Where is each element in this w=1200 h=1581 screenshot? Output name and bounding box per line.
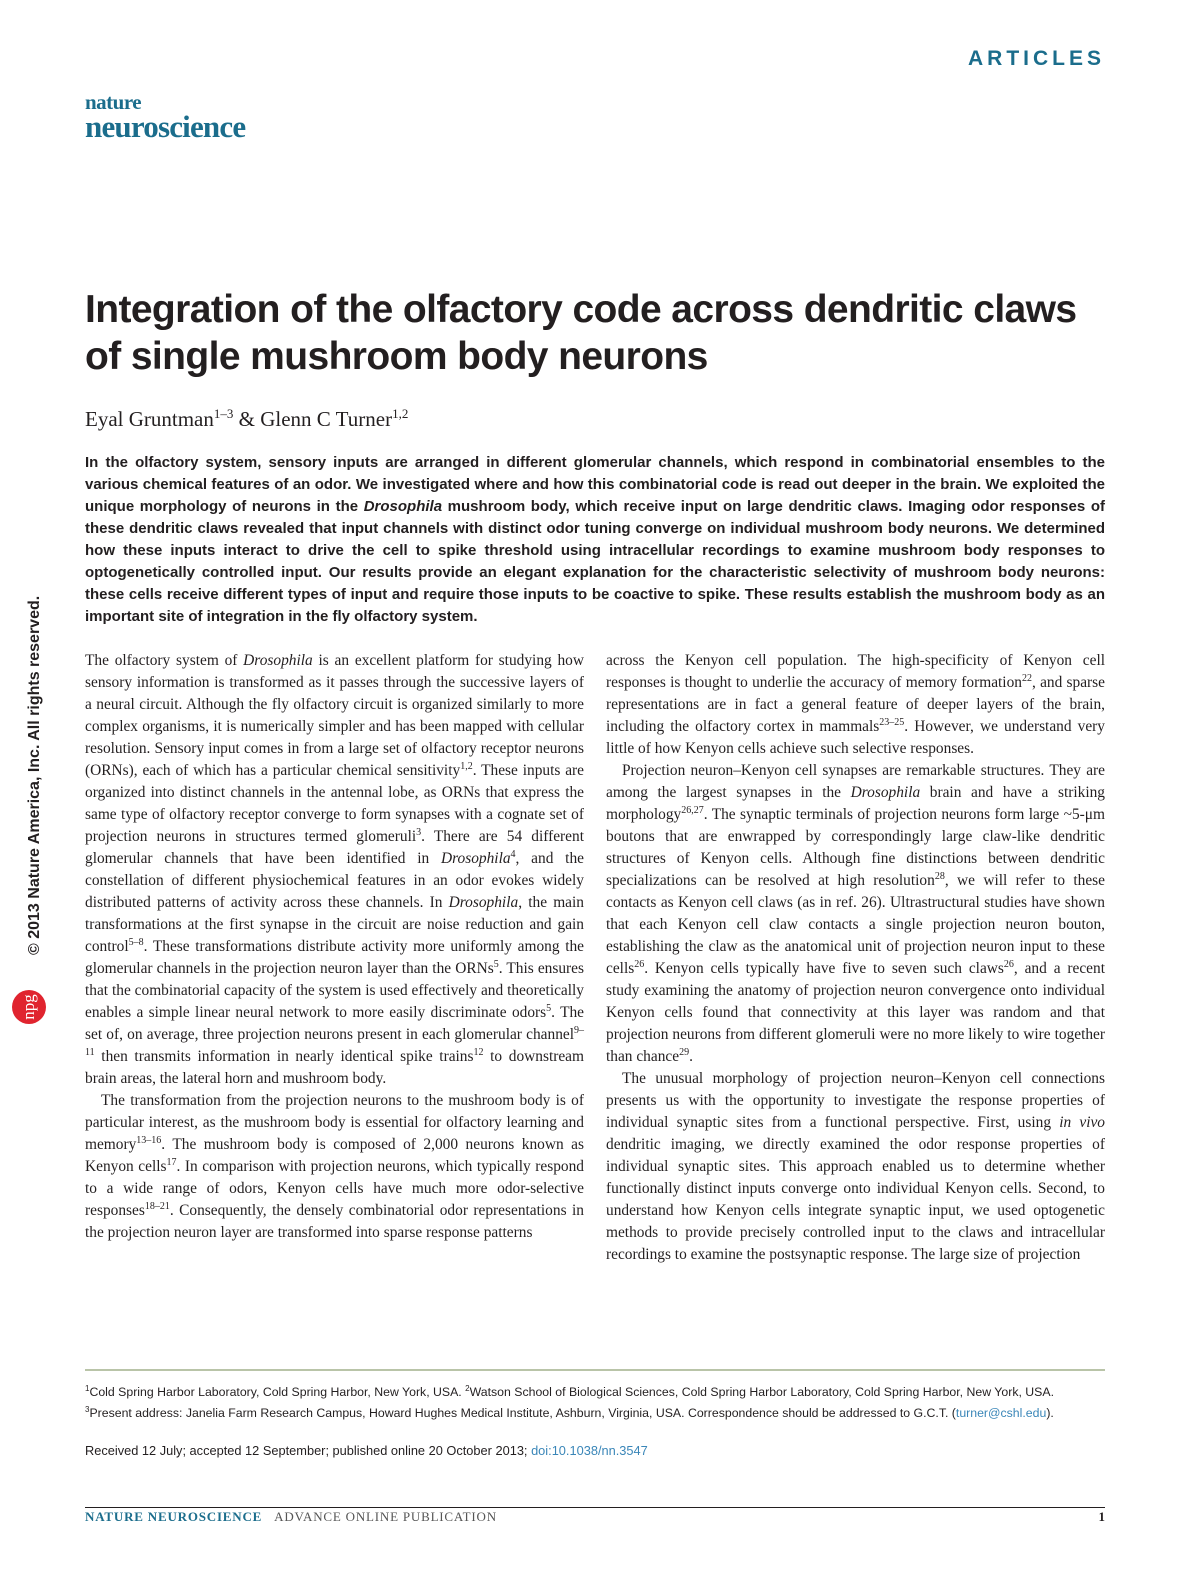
citation[interactable]: 18–21 bbox=[144, 1200, 170, 1212]
journal-logo[interactable] bbox=[85, 90, 246, 144]
body-paragraph: The transformation from the projection neurons to the mushroom body is of particular interest, as the mushroom body is essential for olfactory learning and memory$^{13-16}$. The mushroom body is composed of 2,000 neurons known as Kenyon cells$^{17}$. In comparison with projection neurons, which typically respond to a wide range of odors, Kenyon cells have much more odor-selective responses$^{18-21}$. Consequently, the densely combinatorial odor representations in the projection neuron layer are transformed into sparse response patterns bbox=[85, 1092, 585, 1241]
publication-history: Received 12 July; accepted 12 September; published online 20 October 2013; doi:10.1038/nn.3547 bbox=[85, 1443, 648, 1458]
citation[interactable]: 3 bbox=[416, 826, 422, 838]
abstract: In the olfactory system, sensory inputs are arranged in different glomerular channels, which respond in combinatorial ensembles to the various chemical features of an odor. We investigated where and how this combinatorial code is read out deeper in the brain. We exploited the unique morphology of neurons in the Drosophila mushroom body, which receive input on large dendritic claws. Imaging odor responses of these dendritic claws revealed that input channels with distinct odor tuning converge on individual mushroom body neurons. We determined how these inputs interact to drive the cell to spike threshold using intracellular recordings to examine mushroom body responses to optogenetically controlled input. Our results provide an elegant explanation for the characteristic selectivity of mushroom body neurons: these cells receive different types of input and require those inputs to be coactive to spike. These results establish the mushroom body as an important site of integration in the fly olfactory system. bbox=[85, 454, 1105, 625]
author-name[interactable]: Glenn C Turner bbox=[260, 407, 393, 431]
body-paragraph: across the Kenyon cell population. The high-specificity of Kenyon cell responses is thought to underlie the accuracy of memory formation$^{22}$, and sparse representations are in fact a general feature of deeper layers of the brain, including the olfactory cortex in mammals$^{23-25}$. However, we understand very little of how Kenyon cells achieve such selective responses. bbox=[606, 652, 1106, 757]
author-list bbox=[85, 406, 408, 432]
body-paragraph: The unusual morphology of projection neuron–Kenyon cell connections presents us with the opportunity to investigate the response properties of individual synaptic sites from a functional perspective. First, using in vivo dendritic imaging, we directly examined the odor response properties of individual synaptic sites. This approach enabled us to determine whether functionally distinct inputs converge onto individual Kenyon cells. Second, to understand how Kenyon cells integrate synaptic input, we used optogenetic methods to provide precisely controlled input to the claws and intracellular recordings to examine the postsynaptic response. The large size of projection bbox=[606, 1070, 1106, 1263]
citation[interactable]: 13–16 bbox=[136, 1134, 162, 1146]
section-label: ARTICLES bbox=[968, 47, 1105, 70]
copyright-notice: © 2013 Nature America, Inc. All rights reserved. bbox=[26, 595, 43, 955]
page-number: 1 bbox=[1098, 1509, 1105, 1524]
author-name[interactable]: Eyal Gruntman bbox=[85, 407, 214, 431]
journal-logo-line2: neuroscience bbox=[85, 109, 246, 144]
citation[interactable]: 29 bbox=[679, 1046, 690, 1058]
npg-logo-icon: npg bbox=[12, 990, 46, 1024]
author-affiliation-ref: 1,2 bbox=[392, 406, 409, 421]
citation[interactable]: 4 bbox=[510, 848, 516, 860]
footnote-divider bbox=[85, 1369, 1105, 1371]
citation[interactable]: 1,2 bbox=[460, 760, 473, 772]
citation[interactable]: 5 bbox=[493, 958, 499, 970]
body-paragraph: Projection neuron–Kenyon cell synapses are remarkable structures. They are among the largest synapses in the Drosophila brain and have a striking morphology$^{26,27}$. The synaptic terminals of projection neurons form large ~5-μm boutons that are enwrapped by correspondingly large claw-like dendritic structures of Kenyon cells. Although fine distinctions between dendritic specializations can be resolved at high resolution$^{28}$, we will refer to these contacts as Kenyon cell claws (as in ref. 26). Ultrastructural studies have shown that each Kenyon cell claw contacts a single projection neuron bouton, establishing the claw as the anatomical unit of projection neuron input to these cells$^{26}$. Kenyon cells typically have five to seven such claws$^{26}$, and a recent study examining the anatomy of projection neuron convergence onto individual Kenyon cells found that connectivity at this layer was random and that projection neurons from different glomeruli were no more likely to wire together than chance$^{29}$. bbox=[606, 762, 1106, 1065]
citation[interactable]: 5–8 bbox=[128, 936, 144, 948]
citation[interactable]: 23–25 bbox=[879, 716, 905, 728]
citation[interactable]: 17 bbox=[166, 1156, 177, 1168]
citation[interactable]: 28 bbox=[934, 870, 945, 882]
footer-divider bbox=[85, 1507, 1105, 1508]
affiliations: $^1$Cold Spring Harbor Laboratory, Cold Spring Harbor, New York, USA. $^2$Watson School of Biological Sciences, Cold Spring Harbor Laboratory, Cold Spring Harbor, New York, USA. $^3$Present address: Janelia Farm Research Campus, Howard Hughes Medical Institute, Ashburn, Virginia, USA. Correspondence should be addressed to G.C.T. (turner@cshl.edu). bbox=[85, 1384, 1054, 1421]
body-column-left bbox=[85, 650, 584, 1244]
doi-link[interactable]: doi:10.1038/nn.3547 bbox=[531, 1443, 648, 1458]
author-affiliation-ref: 1–3 bbox=[213, 406, 234, 421]
citation[interactable]: 26 bbox=[634, 958, 645, 970]
footer-publication-type: ADVANCE ONLINE PUBLICATION bbox=[274, 1509, 497, 1524]
footer-journal-name: NATURE NEUROSCIENCE bbox=[85, 1509, 263, 1524]
body-paragraph: The olfactory system of Drosophila is an excellent platform for studying how sensory information is transformed as it passes through the successive layers of a neural circuit. Although the fly olfactory circuit is organized similarly to more complex organisms, it is numerically simpler and has been mapped with cellular resolution. Sensory input comes in from a large set of olfactory receptor neurons (ORNs), each of which has a particular chemical sensitivity$^{1,2}$. These inputs are organized into distinct channels in the antennal lobe, as ORNs that express the same type of olfactory receptor converge to form synapses with a cognate set of projection neurons in structures termed glomeruli$^3$. There are 54 different glomerular channels that have been identified in Drosophila$^4$, and the constellation of different physiochemical features in an odor evokes widely distributed patterns of activity across these channels. In Drosophila, the main transformations at the first synapse in the circuit are noise reduction and gain control$^{5-8}$. These transformations distribute activity more uniformly among the glomerular channels in the projection neuron layer than the ORNs$^5$. This ensures that the combinatorial capacity of the system is used effectively and theoretically enables a simple linear neural network to more easily discriminate odors$^5$. The set of, on average, three projection neurons present in each glomerular channel$^{9-11}$ then transmits information in nearly identical spike trains$^{12}$ to downstream brain areas, the lateral horn and mushroom body. bbox=[85, 652, 584, 1087]
correspondence-email-link[interactable]: turner@cshl.edu bbox=[955, 1406, 1047, 1421]
journal-logo-line1: nature bbox=[85, 90, 142, 114]
citation[interactable]: 26 bbox=[1003, 958, 1014, 970]
author-separator: & bbox=[233, 407, 261, 431]
article-title: Integration of the olfactory code across dendritic claws of single mushroom body neurons bbox=[85, 288, 1077, 378]
citation[interactable]: 22 bbox=[1021, 672, 1032, 684]
citation[interactable]: 26,27 bbox=[681, 804, 704, 816]
footer-journal bbox=[85, 1509, 497, 1525]
citation[interactable]: 5 bbox=[546, 1002, 552, 1014]
body-column-right bbox=[606, 650, 1105, 1266]
citation[interactable]: 12 bbox=[473, 1046, 484, 1058]
citation[interactable]: 9–11 bbox=[85, 1024, 584, 1058]
